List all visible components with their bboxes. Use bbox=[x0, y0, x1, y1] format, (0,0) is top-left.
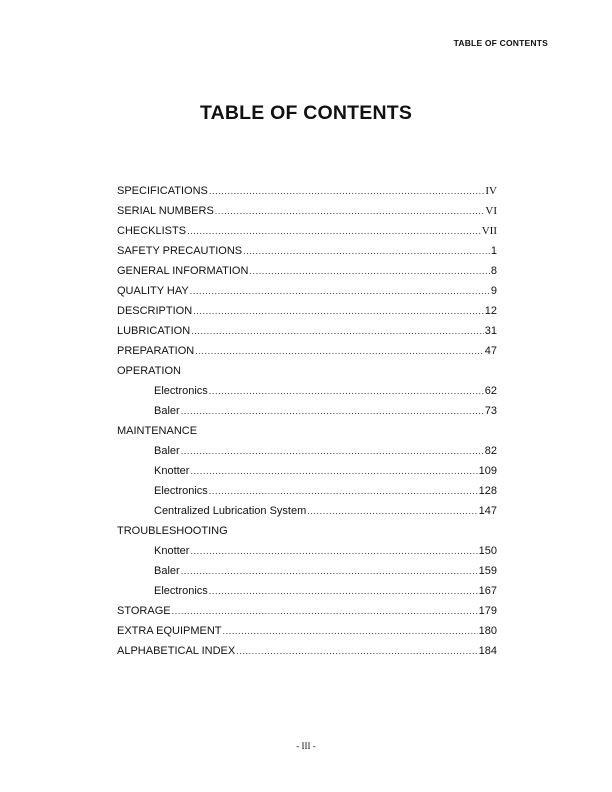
toc-section-operation bbox=[117, 361, 497, 381]
dot-leader bbox=[209, 181, 485, 201]
toc-entry-page: 150 bbox=[478, 545, 497, 557]
toc-entry-extra-equipment[interactable] bbox=[117, 621, 497, 641]
toc-entry-label: SAFETY PRECAUTIONS bbox=[117, 245, 243, 257]
dot-leader bbox=[243, 241, 490, 261]
toc-entry-page: 147 bbox=[478, 505, 497, 517]
toc-entry-alphabetical-index[interactable] bbox=[117, 641, 497, 661]
toc-section-label: OPERATION bbox=[117, 365, 181, 377]
toc-entry-operation-baler[interactable] bbox=[117, 401, 497, 421]
toc-entry-label: Baler bbox=[154, 565, 180, 577]
toc-entry-page: 9 bbox=[490, 285, 497, 297]
toc-entry-page: 109 bbox=[478, 465, 497, 477]
toc-entry-centralized-lubrication-system[interactable] bbox=[117, 501, 497, 521]
toc-entry-troubleshooting-baler[interactable] bbox=[117, 561, 497, 581]
toc-section-label: MAINTENANCE bbox=[117, 425, 198, 437]
dot-leader bbox=[190, 461, 477, 481]
dot-leader bbox=[181, 441, 484, 461]
toc-entry-label: QUALITY HAY bbox=[117, 285, 189, 297]
toc-entry-serial-numbers[interactable] bbox=[117, 201, 497, 221]
dot-leader bbox=[172, 601, 478, 621]
toc-entry-label: SPECIFICATIONS bbox=[117, 185, 208, 197]
toc-entry-page: 128 bbox=[478, 485, 497, 497]
table-of-contents bbox=[117, 181, 497, 661]
toc-entry-page: 82 bbox=[484, 445, 497, 457]
page-title: TABLE OF CONTENTS bbox=[199, 102, 413, 124]
dot-leader bbox=[249, 261, 489, 281]
toc-entry-maintenance-electronics[interactable] bbox=[117, 481, 497, 501]
toc-entry-label: GENERAL INFORMATION bbox=[117, 265, 249, 277]
dot-leader bbox=[209, 481, 478, 501]
toc-entry-label: ALPHABETICAL INDEX bbox=[117, 645, 236, 657]
toc-entry-page: 73 bbox=[484, 405, 497, 417]
toc-entry-label: PREPARATION bbox=[117, 345, 195, 357]
dot-leader bbox=[209, 581, 478, 601]
toc-entry-page: 62 bbox=[484, 385, 497, 397]
dot-leader bbox=[181, 561, 478, 581]
toc-entry-safety-precautions[interactable] bbox=[117, 241, 497, 261]
toc-entry-troubleshooting-electronics[interactable] bbox=[117, 581, 497, 601]
toc-entry-page: VI bbox=[485, 205, 497, 217]
toc-entry-page: 184 bbox=[478, 645, 497, 657]
dot-leader bbox=[191, 321, 484, 341]
toc-section-label: TROUBLESHOOTING bbox=[117, 525, 228, 537]
dot-leader bbox=[190, 541, 477, 561]
toc-entry-page: 167 bbox=[478, 585, 497, 597]
toc-entry-label: Electronics bbox=[154, 385, 208, 397]
toc-entry-label: CHECKLISTS bbox=[117, 225, 187, 237]
toc-entry-page: VII bbox=[481, 225, 497, 237]
toc-entry-label: Baler bbox=[154, 445, 180, 457]
dot-leader bbox=[181, 401, 484, 421]
dot-leader bbox=[209, 381, 484, 401]
toc-entry-label: STORAGE bbox=[117, 605, 171, 617]
toc-entry-page: 180 bbox=[478, 625, 497, 637]
toc-entry-label: SERIAL NUMBERS bbox=[117, 205, 214, 217]
toc-entry-label: Knotter bbox=[154, 545, 190, 557]
toc-entry-label: Electronics bbox=[154, 485, 208, 497]
toc-entry-page: 12 bbox=[484, 305, 497, 317]
dot-leader bbox=[307, 501, 477, 521]
toc-entry-label: Baler bbox=[154, 405, 180, 417]
dot-leader bbox=[187, 221, 481, 241]
toc-section-maintenance bbox=[117, 421, 497, 441]
toc-entry-preparation[interactable] bbox=[117, 341, 497, 361]
toc-entry-page: IV bbox=[485, 185, 497, 197]
toc-entry-page: 179 bbox=[478, 605, 497, 617]
toc-entry-page: 47 bbox=[484, 345, 497, 357]
dot-leader bbox=[193, 301, 484, 321]
dot-leader bbox=[190, 281, 490, 301]
dot-leader bbox=[236, 641, 477, 661]
dot-leader bbox=[195, 341, 484, 361]
toc-entry-page: 8 bbox=[490, 265, 497, 277]
toc-entry-description[interactable] bbox=[117, 301, 497, 321]
running-header: TABLE OF CONTENTS bbox=[453, 38, 548, 48]
toc-entry-troubleshooting-knotter[interactable] bbox=[117, 541, 497, 561]
dot-leader bbox=[215, 201, 485, 221]
toc-entry-label: EXTRA EQUIPMENT bbox=[117, 625, 222, 637]
toc-entry-operation-electronics[interactable] bbox=[117, 381, 497, 401]
toc-entry-page: 31 bbox=[484, 325, 497, 337]
toc-entry-maintenance-baler[interactable] bbox=[117, 441, 497, 461]
page-number: - III - bbox=[296, 741, 316, 751]
toc-entry-maintenance-knotter[interactable] bbox=[117, 461, 497, 481]
toc-entry-label: Electronics bbox=[154, 585, 208, 597]
toc-entry-label: LUBRICATION bbox=[117, 325, 191, 337]
dot-leader bbox=[223, 621, 478, 641]
toc-entry-label: Centralized Lubrication System bbox=[154, 505, 307, 517]
toc-entry-page: 159 bbox=[478, 565, 497, 577]
toc-entry-specifications[interactable] bbox=[117, 181, 497, 201]
toc-entry-label: Knotter bbox=[154, 465, 190, 477]
toc-entry-lubrication[interactable] bbox=[117, 321, 497, 341]
toc-entry-label: DESCRIPTION bbox=[117, 305, 193, 317]
toc-entry-checklists[interactable] bbox=[117, 221, 497, 241]
toc-entry-general-information[interactable] bbox=[117, 261, 497, 281]
toc-section-troubleshooting bbox=[117, 521, 497, 541]
toc-entry-storage[interactable] bbox=[117, 601, 497, 621]
toc-entry-page: 1 bbox=[490, 245, 497, 257]
toc-entry-quality-hay[interactable] bbox=[117, 281, 497, 301]
